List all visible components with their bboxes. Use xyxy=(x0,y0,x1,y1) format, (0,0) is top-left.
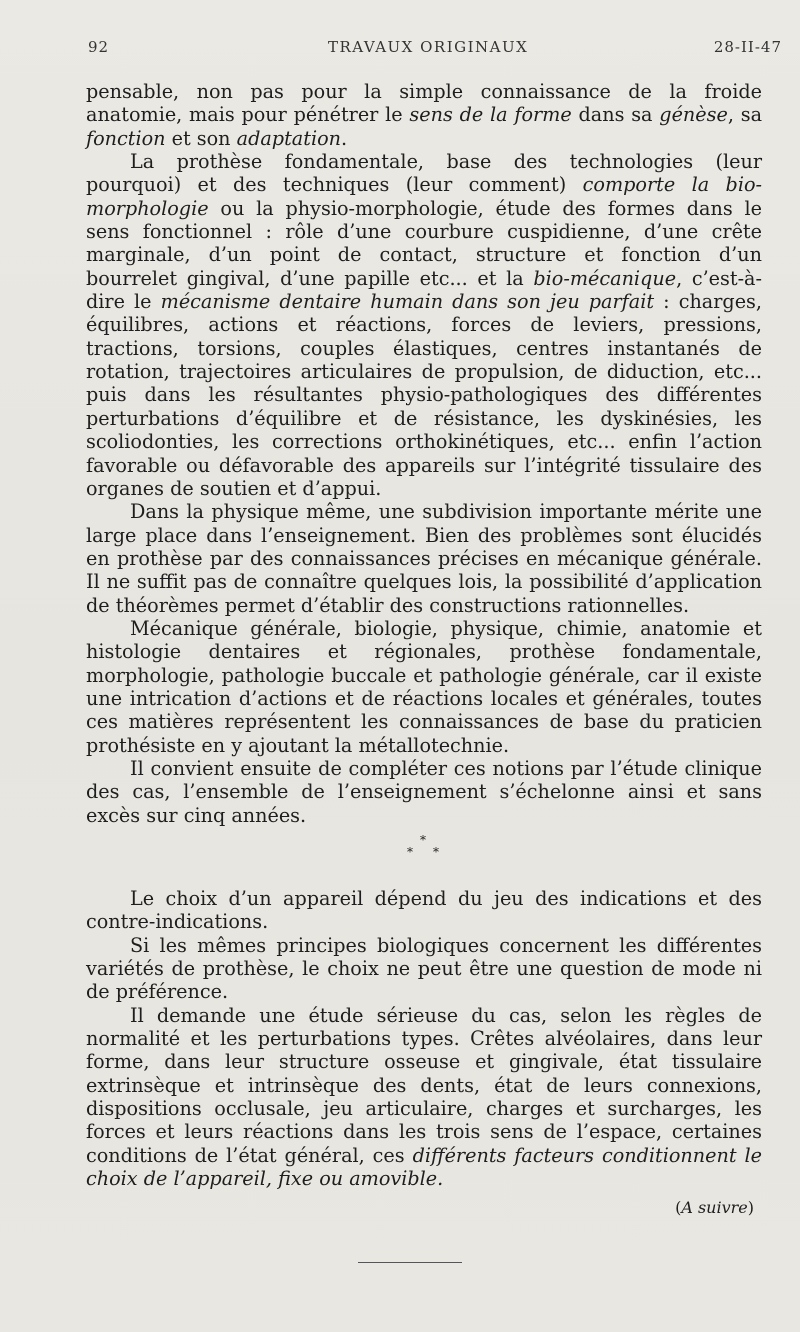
text-run: Il convient ensuite de compléter ces notions par l’étude clinique des cas, l’ensemble de l’enseignement s’échelonne ainsi et sans excès sur cinq années. xyxy=(86,756,762,827)
text-run: Mécanique générale, biologie, physique, chimie, anatomie et histologie dentaires et régionales, prothèse fondamentale, morphologie, pathologie buccale et pathologie générale, car il existe une intrication d’actions et de réactions locales et générales, toutes ces matières représentent les connaissances de base du praticien prothésiste en y ajoutant la métallotechnie. xyxy=(86,616,762,757)
italic-text-run: bio-mécanique xyxy=(533,266,677,290)
separator-star: * xyxy=(433,845,439,859)
text-run: pensable, non pas pour la simple connaissance de la froide anatomie, mais pour pénétrer le xyxy=(86,80,762,127)
text-run: , sa xyxy=(727,103,763,127)
page-number: 92 xyxy=(88,38,110,56)
paragraph xyxy=(86,80,762,150)
italic-text-run: différents facteurs conditionnent le choix de l’appareil, fixe ou amovible. xyxy=(86,1143,762,1191)
italic-text-run: génèse xyxy=(659,103,728,127)
paragraph xyxy=(86,934,762,1004)
text-run: : charges, équilibres, actions et réactions, forces de leviers, pressions, tractions, torsions, couples élastiques, centres instantanés de rotation, trajectoires articulaires de propulsion, de diduction, etc... puis dans les résultantes physio-pathologiques des différentes perturbations d’équilibre et de résistance, les dyskinésies, les scoliodonties, les corrections orthokinétiques, etc... enfin l’action favorable ou défavorable des appareils sur l’intégrité tissulaire des organes de soutien et d’appui. xyxy=(86,290,763,500)
to-be-continued: (A suivre) xyxy=(675,1198,754,1218)
italic-text-run: adaptation xyxy=(236,126,341,150)
text-run: ou la physio-morphologie, étude des formes dans le sens fonctionnel : rôle d’une courbure cuspidienne, d’une crête marginale, d’un point de contact, structure et fonction d’un bourrelet gingival, d’une papille etc... et la xyxy=(86,196,762,290)
issue-date: 28-II-47 xyxy=(713,38,782,56)
italic-text-run: comporte la bio-morphologie xyxy=(86,173,763,220)
article-body xyxy=(86,80,762,1220)
paragraph xyxy=(86,1004,762,1191)
separator-star: * xyxy=(407,845,413,859)
text-run: Le choix d’un appareil dépend du jeu des indications et des contre-indications. xyxy=(86,887,762,934)
text-run: Il demande une étude sérieuse du cas, selon les règles de normalité et les perturbations types. Crêtes alvéolaires, dans leur forme, dans leur structure osseuse et gingivale, état tissulaire extrinsèque et intrinsèque des dents, état de leurs connexions, dispositions occlusale, jeu articulaire, charges et surcharges, les forces et leurs réactions dans les trois sens de l’espace, certaines conditions de l’état général, ces xyxy=(86,1003,762,1167)
text-run: , c’est-à-dire le xyxy=(86,266,762,314)
italic-text-run: mécanisme dentaire humain dans son jeu parfait xyxy=(160,290,655,314)
text-run: dans sa xyxy=(571,103,660,127)
italic-text-run: sens de la forme xyxy=(409,103,572,127)
italic-text-run: fonction xyxy=(86,126,166,150)
paragraph xyxy=(86,617,762,757)
separator-star: * xyxy=(420,833,426,847)
running-header xyxy=(88,38,782,62)
to-be-continued-label: A suivre xyxy=(681,1198,748,1218)
text-run: Dans la physique même, une subdivision importante mérite une large place dans l’enseignement. Bien des problèmes sont élucidés en prothèse par des connaissances précises en mécanique générale. Il ne suffit pas de connaître quelques lois, la possibilité d’application de théorèmes permet d’établir des constructions rationnelles. xyxy=(86,500,762,617)
end-rule xyxy=(358,1262,462,1263)
text-run: . xyxy=(341,126,348,150)
text-run: Si les mêmes principes biologiques concernent les différentes variétés de prothèse, le choix ne peut être une question de mode ni de préférence. xyxy=(86,933,762,1004)
paragraph xyxy=(86,757,762,827)
paragraph xyxy=(86,150,762,500)
text-run: La prothèse fondamentale, base des technologies (leur pourquoi) et des techniques (leur comment) xyxy=(86,150,762,197)
running-title: TRAVAUX ORIGINAUX xyxy=(328,38,529,56)
section-separator xyxy=(86,827,762,887)
text-run: et son xyxy=(165,126,237,150)
paragraph xyxy=(86,887,762,934)
paragraph xyxy=(86,500,762,617)
